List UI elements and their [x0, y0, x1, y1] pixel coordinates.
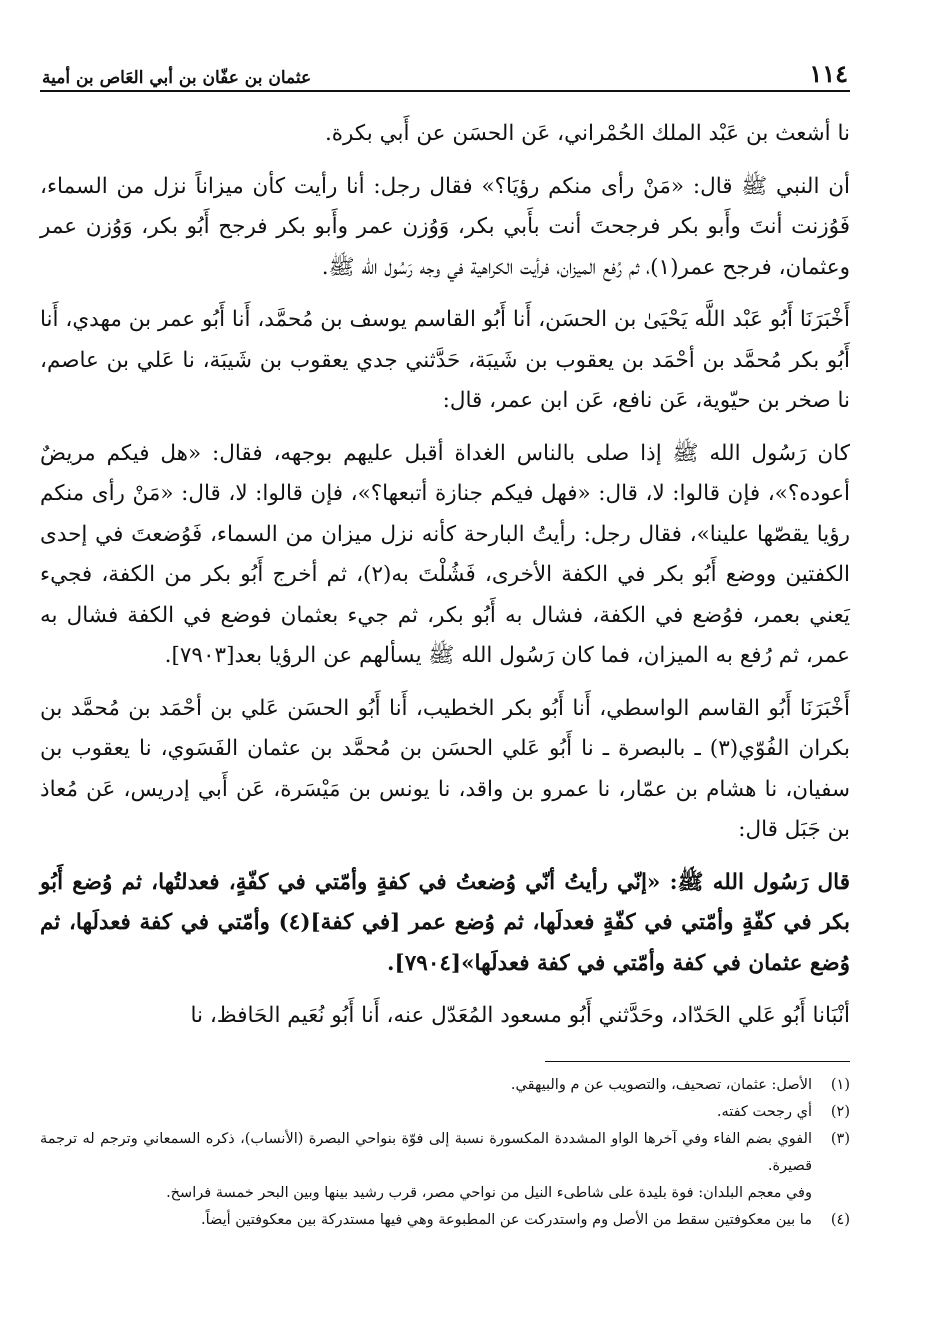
paragraph-3: أَخْبَرَنَا أَبُو عَبْد اللَّه يَحْيَىٰ بن الحسَن، أَنا أَبُو القاسم يوسف بن مُحمَّد، أَنا أَبُو عمر بن مهدي، أَنا أَبُو بكر مُحمَّد بن أحْمَد بن يعقوب بن شَيبَة، حَدَّثني جدي يعقوب بن شَيبَة، نا عَلي بن عاصم، نا صخر بن حيّوية، عَن نافع، عَن ابن عمر، قال: — [40, 307, 850, 413]
paragraph-6: قال رَسُول الله ﷺ: «إنّي رأيتُ أنّي وُضعتُ في كفةٍ وأمّتي في كفّةٍ، فعدلتُها، ثم وُضع أَبُو بكر في كفّةٍ وأمّتي في كفّةٍ فعدلَها، ثم وُضع عمر [في كفة](٤) وأمّتي في كفة فعدلَها، ثم وُضع عثمان في كفة وأمّتي في كفة فعدلَها»[٧٩٠٤]. — [40, 869, 850, 976]
footnote-divider — [545, 1061, 850, 1062]
footnote-text: ما بين معكوفتين سقط من الأصل وم واستدركت عن المطبوعة وهي فيها مستدركة بين معكوفتين أيضاً. — [201, 1211, 812, 1228]
paragraph-2: أن النبي ﷺ قال: «مَنْ رأى منكم رؤيَا؟» فقال رجل: أنا رأيت كأن ميزاناً نزل من السماء، فَوُزنت أنتَ وأَبو بكر فرجحتَ أنت بأَبي بكر، وَوُزن عمر وأَبو بكر فرجح أَبُو بكر، وَوُزن عمر وعثمان، فرجح عمر(١)، ثم رُفع الميزان، فرأيت الكراهية في وجه رَسُول الله ﷺ. — [40, 173, 850, 280]
footnote-number: (٣) — [830, 1130, 850, 1147]
footnote-text: الأصل: عثمان، تصحيف، والتصويب عن م والبيهقي. — [510, 1076, 812, 1093]
paragraph-7: أنْبَانا أَبُو عَلي الحَدّاد، وحَدَّثني أَبُو مسعود المُعَدّل عنه، أَنا أَبُو نُعَيم الحَافظ، نا — [190, 1003, 850, 1028]
footnote-number: (٤) — [830, 1211, 850, 1228]
footnotes — [40, 1072, 850, 1234]
page-number: ١١٤ — [809, 59, 848, 88]
footnote-4 — [40, 1207, 850, 1234]
paragraph-1: نا أشعث بن عَبْد الملك الحُمْراني، عَن الحسَن عن أَبي بكرة. — [324, 121, 850, 146]
footnote-1 — [40, 1072, 850, 1099]
paragraph-4: كان رَسُول الله ﷺ إذا صلى بالناس الغداة أقبل عليهم بوجهه، فقال: «هل فيكم مريضٌ أعوده؟»، فإن قالوا: لا، قال: «فهل فيكم جنازة أتبعها؟»، فإن قالوا: لا، قال: «مَنْ رأى منكم رؤيا يقصّها علينا»، فقال رجل: رأيتُ البارحة كأنه نزل ميزان من السماء، فَوُضعتَ في إحدى الكفتين ووضع أَبُو بكر في الكفة الأخرى، فَشُلْتَ به(٢)، ثم أخرج أَبُو بكر من الكفة، فجيء يَعني بعمر، فوُضع في الكفة، فشال به أَبُو بكر، ثم جيء بعثمان فوضع في الكفة فشال به عمر، ثم رُفع به الميزان، فما كان رَسُول الله ﷺ يسألهم عن الرؤيا بعد[٧٩٠٣]. — [40, 440, 850, 668]
footnote-number: (٢) — [830, 1103, 850, 1120]
main-text — [40, 114, 850, 1037]
running-title: عثمان بن عفّان بن أبي العَاص بن أمية — [42, 68, 312, 88]
running-header — [40, 52, 850, 92]
footnote-text: وفي معجم البلدان: فوة بليدة على شاطىء النيل من نواحي مصر، قرب رشيد بينها وبين البحر خمسة فراسخ. — [166, 1184, 812, 1201]
footnote-3 — [40, 1126, 850, 1180]
footnote-text: أي رجحت كفته. — [716, 1103, 812, 1120]
footnote-3-continuation — [40, 1180, 850, 1207]
footnote-number: (١) — [830, 1076, 850, 1093]
footnote-number — [822, 1180, 850, 1207]
footnote-2 — [40, 1099, 850, 1126]
book-page — [40, 52, 850, 1234]
paragraph-5: أَخْبَرَنَا أَبُو القاسم الواسطي، أَنا أَبُو بكر الخطيب، أَنا أَبُو الحسَن عَلي بن أحْمَد بن مُحمَّد بن بكران الفُوّي(٣) ـ بالبصرة ـ نا أَبُو عَلي الحسَن بن مُحمَّد بن عثمان الفَسَوي، نا يعقوب بن سفيان، نا هشام بن عمّار، نا عمرو بن واقد، نا يونس بن مَيْسَرة، عَن أَبي إدريس، عَن مُعاذ بن جَبَل قال: — [40, 695, 850, 842]
footnote-text: الفوي بضم الفاء وفي آخرها الواو المشددة المكسورة نسبة إلى فوّة بنواحي البصرة (الأنساب)، ذكره السمعاني وترجم له ترجمة قصيرة. — [40, 1130, 812, 1174]
